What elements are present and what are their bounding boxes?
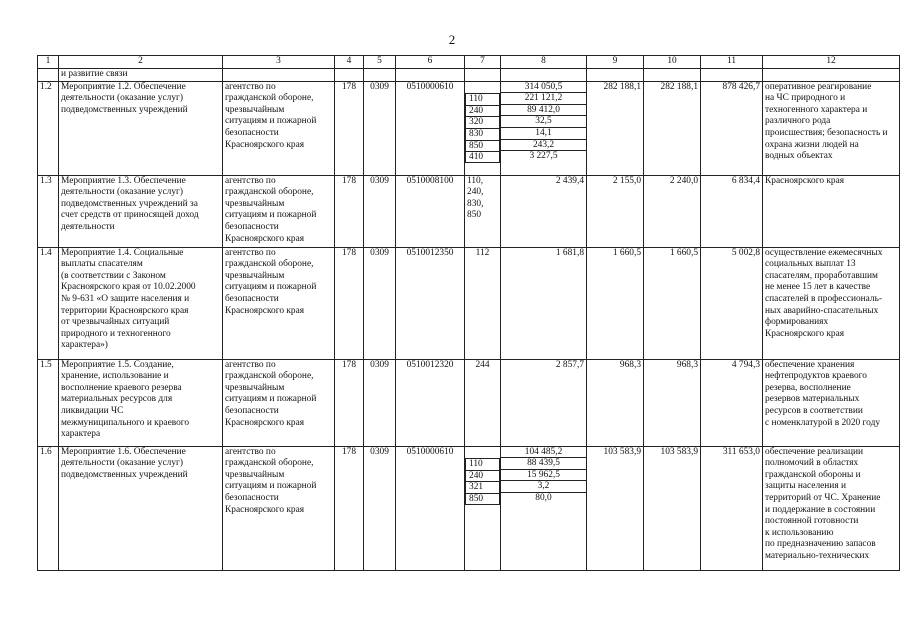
continuation-row: [38, 69, 900, 82]
amount-col9: 282 188,1: [587, 81, 644, 175]
expected-result: обеспечение хранения нефтепродуктов краевого резерва, восполнение резервов материальных ресурсов в соответствии с номенклатурой в 2020 году: [763, 359, 900, 446]
amount-col9: 968,3: [587, 359, 644, 446]
measure-name: Мероприятие 1.4. Социальные выплаты спасателям (в соответствии с Законом Красноярского края от 10.02.2000 № 9-631 «О защите населения и территории Красноярского края от чрезвычайных ситуаций природного и техногенного характера»): [59, 247, 223, 359]
column-header: 4: [335, 56, 364, 69]
rzpr-code: 0309: [364, 81, 396, 175]
amount-col8: 314 050,5 221 121,2 89 412,0 32,5 14,1 243,2 3 227,5: [501, 81, 587, 175]
rzpr-code: 0309: [364, 446, 396, 570]
amount-col9: 103 583,9: [587, 446, 644, 570]
amount-col8: 2 857,7: [501, 359, 587, 446]
column-header: 3: [223, 56, 335, 69]
amount-col10: 282 188,1: [644, 81, 701, 175]
expected-result: Красноярского края: [763, 175, 900, 247]
vr-codes: 110, 240, 830, 850: [465, 175, 501, 247]
page-number: 2: [448, 32, 456, 47]
measure-name: Мероприятие 1.6. Обеспечение деятельности (оказание услуг) подведомственных учреждений: [59, 446, 223, 570]
amount-col11: 4 794,3: [701, 359, 763, 446]
column-header: 5: [364, 56, 396, 69]
header-row: [38, 56, 900, 69]
vr-codes: 110 240 320 830 850 410: [465, 81, 501, 175]
amount-col10: 1 660,5: [644, 247, 701, 359]
csr-code: 0510012320: [396, 359, 465, 446]
budget-table: [37, 55, 900, 571]
amount-col11: 878 426,7: [701, 81, 763, 175]
measure-name: Мероприятие 1.5. Создание, хранение, использование и восполнение краевого резерва материальных ресурсов для ликвидации ЧС межмуниципального и краевого характера: [59, 359, 223, 446]
csr-code: 0510008100: [396, 175, 465, 247]
agency: агентство по гражданской обороне, чрезвычайным ситуациям и пожарной безопасности Красноярского края: [223, 359, 335, 446]
amount-col10: 2 240,0: [644, 175, 701, 247]
amount-col10: 968,3: [644, 359, 701, 446]
measure-name: Мероприятие 1.3. Обеспечение деятельности (оказание услуг) подведомственных учреждений за счет средств от приносящей доход деятельности: [59, 175, 223, 247]
continuation-text: и развитие связи: [59, 69, 223, 82]
csr-code: 0510000610: [396, 446, 465, 570]
grbs-code: 178: [335, 247, 364, 359]
table-row: [38, 175, 900, 247]
amount-col11: 5 002,8: [701, 247, 763, 359]
expected-result: осуществление ежемесячных социальных выплат 13 спасателям, проработавшим не менее 15 лет в качестве спасателей в профессиональ- ных аварийно-спасательных формированиях Красноярского края: [763, 247, 900, 359]
vr-codes: 110 240 321 850: [465, 446, 501, 570]
vr-codes: 112: [465, 247, 501, 359]
rzpr-code: 0309: [364, 175, 396, 247]
amount-col8: 1 681,8: [501, 247, 587, 359]
table-row: [38, 446, 900, 570]
grbs-code: 178: [335, 446, 364, 570]
rzpr-code: 0309: [364, 359, 396, 446]
csr-code: 0510012350: [396, 247, 465, 359]
grbs-code: 178: [335, 81, 364, 175]
amount-col11: 6 834,4: [701, 175, 763, 247]
column-header: 8: [501, 56, 587, 69]
amount-col8: 2 439,4: [501, 175, 587, 247]
table-row: [38, 247, 900, 359]
csr-code: 0510000610: [396, 81, 465, 175]
row-number: 1.2: [38, 81, 59, 175]
column-header: 2: [59, 56, 223, 69]
row-number: 1.3: [38, 175, 59, 247]
column-header: 6: [396, 56, 465, 69]
grbs-code: 178: [335, 175, 364, 247]
amount-col10: 103 583,9: [644, 446, 701, 570]
agency: агентство по гражданской обороне, чрезвычайным ситуациям и пожарной безопасности Красноярского края: [223, 175, 335, 247]
row-number: 1.5: [38, 359, 59, 446]
amount-col9: 1 660,5: [587, 247, 644, 359]
agency: агентство по гражданской обороне, чрезвычайным ситуациям и пожарной безопасности Красноярского края: [223, 81, 335, 175]
table-row: [38, 81, 900, 175]
column-header: 9: [587, 56, 644, 69]
amount-col9: 2 155,0: [587, 175, 644, 247]
vr-codes: 244: [465, 359, 501, 446]
rzpr-code: 0309: [364, 247, 396, 359]
row-number: 1.6: [38, 446, 59, 570]
column-header: 1: [38, 56, 59, 69]
measure-name: Мероприятие 1.2. Обеспечение деятельности (оказание услуг) подведомственных учреждений: [59, 81, 223, 175]
column-header: 12: [763, 56, 900, 69]
expected-result: оперативное реагирование на ЧС природного и техногенного характера и различного рода происшествия; безопасность и охрана жизни людей на водных объектах: [763, 81, 900, 175]
column-header: 7: [465, 56, 501, 69]
expected-result: обеспечение реализации полномочий в областях гражданской обороны и защиты населения и территорий от ЧС. Хранение и поддержание в состоянии постоянной готовности к использованию по предназначению запасов материально-технических: [763, 446, 900, 570]
agency: агентство по гражданской обороне, чрезвычайным ситуациям и пожарной безопасности Красноярского края: [223, 247, 335, 359]
grbs-code: 178: [335, 359, 364, 446]
row-number: 1.4: [38, 247, 59, 359]
agency: агентство по гражданской обороне, чрезвычайным ситуациям и пожарной безопасности Красноярского края: [223, 446, 335, 570]
column-header: 11: [701, 56, 763, 69]
column-header: 10: [644, 56, 701, 69]
amount-col11: 311 653,0: [701, 446, 763, 570]
table-row: [38, 359, 900, 446]
amount-col8: 104 485,2 88 439,5 15 962,5 3,2 80,0: [501, 446, 587, 570]
